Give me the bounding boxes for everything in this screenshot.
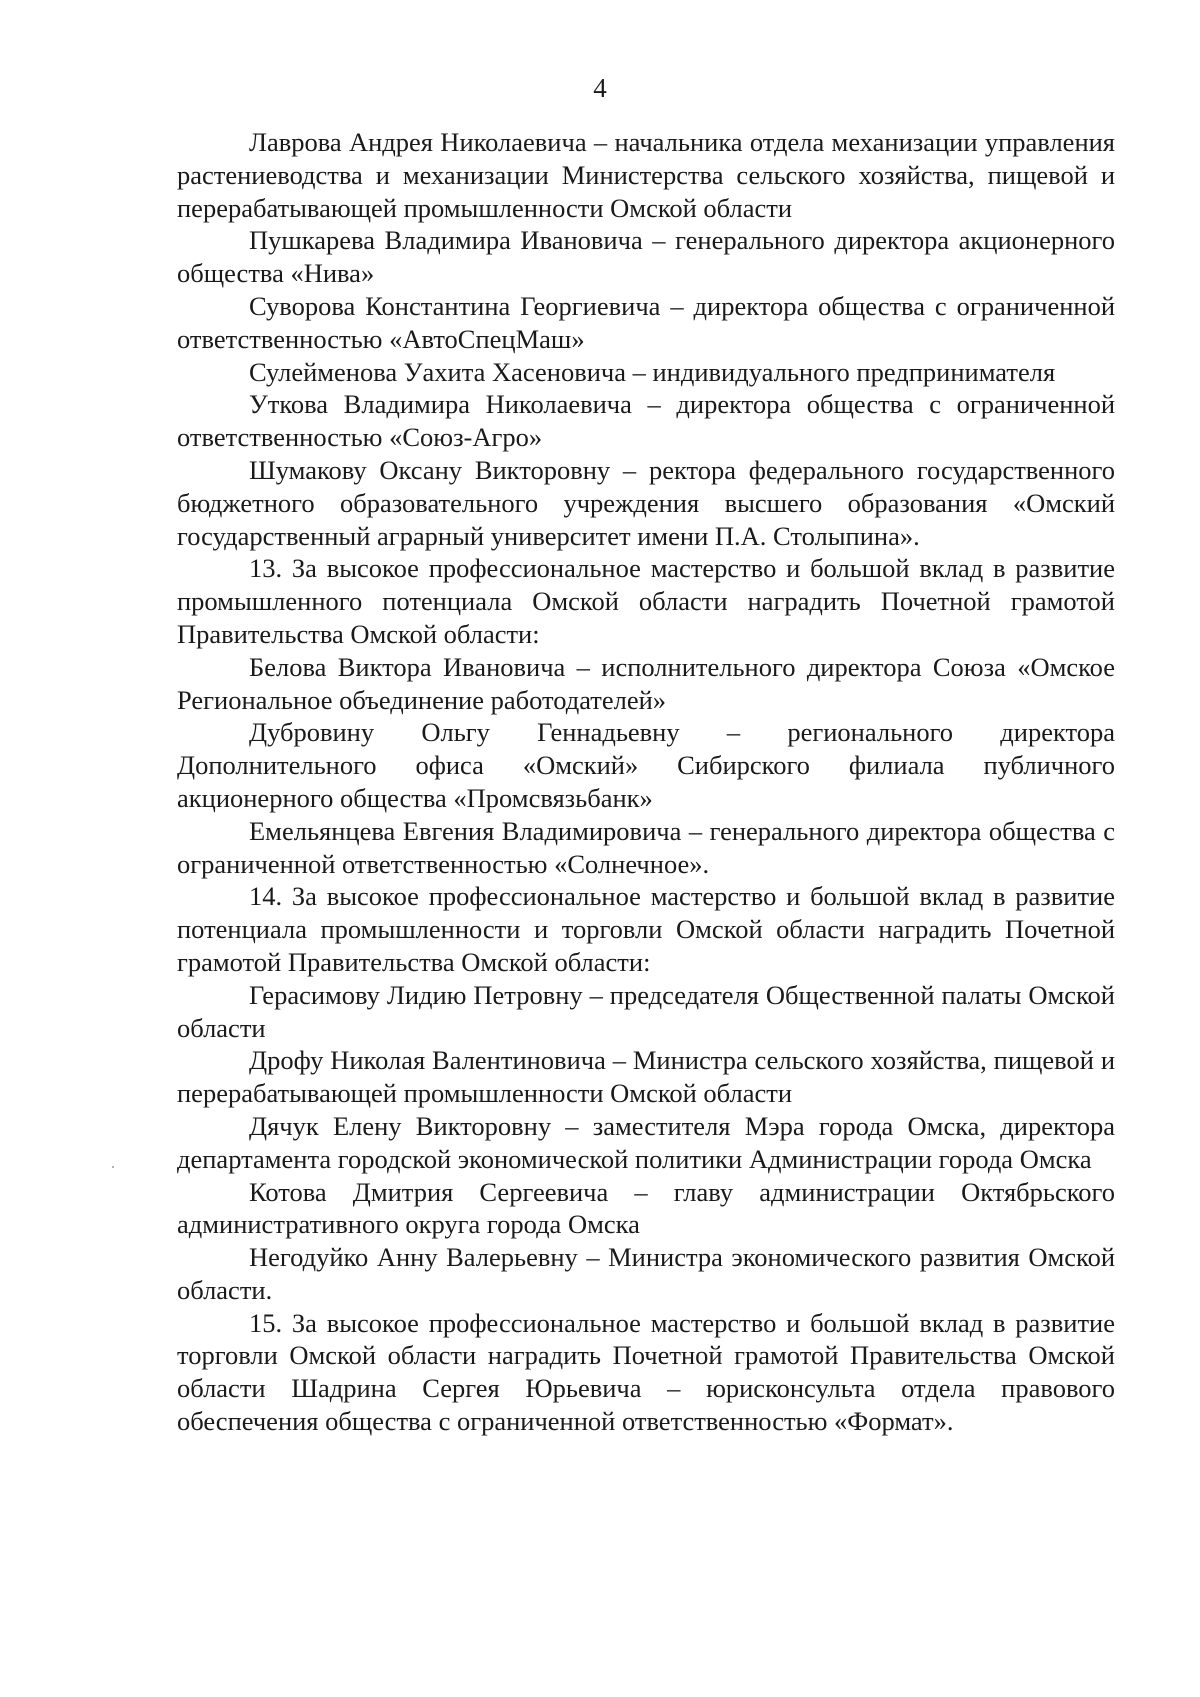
paragraph: Шумакову Оксану Викторовну – ректора федерального государственного бюджетного образовательного учреждения высшего образования «Омский государственный аграрный университет имени П.А. Столыпина». [177,454,1115,551]
paragraph: Белова Виктора Ивановича – исполнительного директора Союза «Омское Региональное объединение работодателей» [177,651,1115,715]
paragraph: Сулейменова Уахита Хасеновича – индивидуального предпринимателя [249,356,1056,387]
paragraph: Уткова Владимира Николаевича – директора общества с ограниченной ответственностью «Союз-Агро» [177,389,1115,453]
document-body [177,126,1115,1438]
paragraph: Дрофу Николая Валентиновича – Министра сельского хозяйства, пищевой и перерабатывающей промышленности Омской области [177,1045,1115,1109]
paragraph: Дячук Елену Викторовну – заместителя Мэра города Омска, директора департамента городской экономической политики Администрации города Омска [177,1110,1115,1174]
page-number: 4 [593,73,607,103]
paragraph: Суворова Константина Георгиевича – директора общества с ограниченной ответственностью «АвтоСпецМаш» [177,290,1115,354]
section-13-paragraph: 13. За высокое профессиональное мастерство и большой вклад в развитие промышленного потенциала Омской области наградить Почетной грамотой Правительства Омской области: [177,553,1115,649]
section-15-paragraph: 15. За высокое профессиональное мастерство и большой вклад в развитие торговли Омской области наградить Почетной грамотой Правительства Омской области Шадрина Сергея Юрьевича – юрисконсульта отдела правового обеспечения общества с ограниченной ответственностью «Формат». [177,1307,1115,1437]
paragraph: Негодуйко Анну Валерьевну – Министра экономического развития Омской области. [177,1242,1115,1305]
section-14-paragraph: 14. За высокое профессиональное мастерство и большой вклад в развитие потенциала промышленности и торговли Омской области наградить Почетной грамотой Правительства Омской области: [177,881,1115,977]
paragraph: Лаврова Андрея Николаевича – начальника отдела механизации управления растениеводства и механизации Министерства сельского хозяйства, пищевой и перерабатывающей промышленности Омской области [177,127,1115,223]
paragraph: Герасимову Лидию Петровну – председателя Общественной палаты Омской области [177,979,1115,1043]
paragraph: Пушкарева Владимира Ивановича – генерального директора акционерного общества «Нива» [177,225,1115,289]
scan-speck [112,1166,114,1168]
paragraph: Емельянцева Евгения Владимировича – генерального директора общества с ограниченной ответственностью «Солнечное». [177,815,1115,879]
paragraph: Котова Дмитрия Сергеевича – главу администрации Октябрьского административного округа города Омска [177,1176,1115,1240]
paragraph: Дубровину Ольгу Геннадьевну – регионального директора Дополнительного офиса «Омский» Сибирского филиала публичного акционерного общества «Промсвязьбанк» [177,717,1115,813]
